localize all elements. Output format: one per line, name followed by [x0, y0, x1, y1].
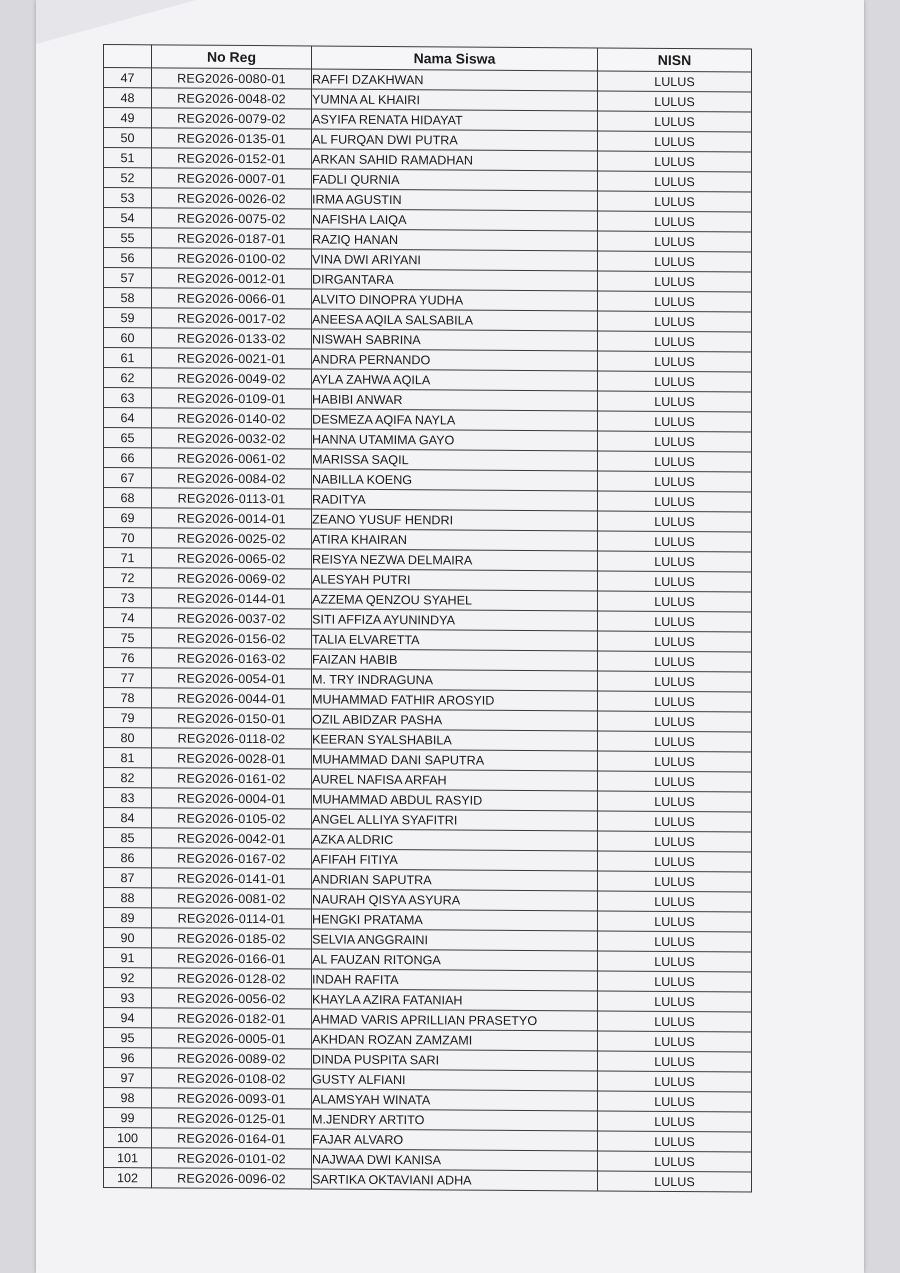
row-number: 48	[104, 88, 152, 108]
row-number: 85	[104, 828, 152, 848]
row-registration-number: REG2026-0125-01	[152, 1108, 312, 1129]
row-student-name: MARISSA SAQIL	[312, 449, 598, 471]
row-student-name: DINDA PUSPITA SARI	[312, 1049, 598, 1071]
row-status: LULUS	[598, 1151, 752, 1172]
row-registration-number: REG2026-0133-02	[152, 328, 312, 349]
row-status: LULUS	[598, 1011, 752, 1032]
row-student-name: ANEESA AQILA SALSABILA	[312, 309, 598, 331]
row-registration-number: REG2026-0081-02	[152, 888, 312, 909]
row-status: LULUS	[598, 1171, 752, 1192]
row-student-name: AZZEMA QENZOU SYAHEL	[312, 589, 598, 611]
row-number: 97	[104, 1068, 152, 1088]
row-number: 60	[104, 328, 152, 348]
row-student-name: GUSTY ALFIANI	[312, 1069, 598, 1091]
row-status: LULUS	[598, 531, 752, 552]
row-number: 99	[104, 1108, 152, 1128]
row-status: LULUS	[598, 231, 752, 252]
row-number: 77	[104, 668, 152, 688]
row-number: 52	[104, 168, 152, 188]
row-student-name: AKHDAN ROZAN ZAMZAMI	[312, 1029, 598, 1051]
row-status: LULUS	[598, 391, 752, 412]
row-student-name: IRMA AGUSTIN	[312, 189, 598, 211]
row-registration-number: REG2026-0026-02	[152, 188, 312, 209]
row-registration-number: REG2026-0105-02	[152, 808, 312, 829]
row-registration-number: REG2026-0054-01	[152, 668, 312, 689]
row-number: 54	[104, 208, 152, 228]
row-status: LULUS	[598, 71, 752, 92]
row-registration-number: REG2026-0135-01	[152, 128, 312, 149]
row-number: 83	[104, 788, 152, 808]
row-student-name: HANNA UTAMIMA GAYO	[312, 429, 598, 451]
row-number: 79	[104, 708, 152, 728]
row-number: 58	[104, 288, 152, 308]
row-status: LULUS	[598, 311, 752, 332]
row-status: LULUS	[598, 351, 752, 372]
row-registration-number: REG2026-0144-01	[152, 588, 312, 609]
row-number: 49	[104, 108, 152, 128]
row-status: LULUS	[598, 811, 752, 832]
row-registration-number: REG2026-0140-02	[152, 408, 312, 429]
row-student-name: KEERAN SYALSHABILA	[312, 729, 598, 751]
row-student-name: NAURAH QISYA ASYURA	[312, 889, 598, 911]
row-registration-number: REG2026-0061-02	[152, 448, 312, 469]
row-status: LULUS	[598, 91, 752, 112]
row-number: 62	[104, 368, 152, 388]
row-student-name: OZIL ABIDZAR PASHA	[312, 709, 598, 731]
row-status: LULUS	[598, 111, 752, 132]
row-status: LULUS	[598, 1091, 752, 1112]
row-status: LULUS	[598, 191, 752, 212]
row-registration-number: REG2026-0084-02	[152, 468, 312, 489]
row-status: LULUS	[598, 711, 752, 732]
row-status: LULUS	[598, 171, 752, 192]
row-status: LULUS	[598, 511, 752, 532]
row-number: 86	[104, 848, 152, 868]
row-status: LULUS	[598, 1131, 752, 1152]
row-number: 100	[104, 1128, 152, 1148]
row-status: LULUS	[598, 491, 752, 512]
row-number: 93	[104, 988, 152, 1008]
row-status: LULUS	[598, 951, 752, 972]
row-status: LULUS	[598, 271, 752, 292]
row-student-name: FAJAR ALVARO	[312, 1129, 598, 1151]
row-status: LULUS	[598, 991, 752, 1012]
row-student-name: DIRGANTARA	[312, 269, 598, 291]
row-student-name: NISWAH SABRINA	[312, 329, 598, 351]
row-status: LULUS	[598, 571, 752, 592]
row-student-name: NAJWAA DWI KANISA	[312, 1149, 598, 1171]
row-status: LULUS	[598, 1051, 752, 1072]
row-registration-number: REG2026-0049-02	[152, 368, 312, 389]
row-student-name: FAIZAN HABIB	[312, 649, 598, 671]
row-registration-number: REG2026-0075-02	[152, 208, 312, 229]
row-number: 61	[104, 348, 152, 368]
row-number: 57	[104, 268, 152, 288]
row-student-name: RAZIQ HANAN	[312, 229, 598, 251]
row-number: 69	[104, 508, 152, 528]
row-registration-number: REG2026-0044-01	[152, 688, 312, 709]
row-status: LULUS	[598, 151, 752, 172]
row-number: 59	[104, 308, 152, 328]
row-student-name: ALESYAH PUTRI	[312, 569, 598, 591]
row-student-name: ZEANO YUSUF HENDRI	[312, 509, 598, 531]
row-number: 80	[104, 728, 152, 748]
row-registration-number: REG2026-0164-01	[152, 1128, 312, 1149]
row-student-name: AHMAD VARIS APRILLIAN PRASETYO	[312, 1009, 598, 1031]
row-student-name: MUHAMMAD ABDUL RASYID	[312, 789, 598, 811]
row-registration-number: REG2026-0021-01	[152, 348, 312, 369]
row-registration-number: REG2026-0066-01	[152, 288, 312, 309]
row-student-name: ATIRA KHAIRAN	[312, 529, 598, 551]
row-student-name: MUHAMMAD FATHIR AROSYID	[312, 689, 598, 711]
row-status: LULUS	[598, 371, 752, 392]
row-registration-number: REG2026-0187-01	[152, 228, 312, 249]
row-number: 67	[104, 468, 152, 488]
row-status: LULUS	[598, 731, 752, 752]
row-status: LULUS	[598, 591, 752, 612]
row-number: 82	[104, 768, 152, 788]
row-registration-number: REG2026-0007-01	[152, 168, 312, 189]
row-registration-number: REG2026-0065-02	[152, 548, 312, 569]
row-registration-number: REG2026-0037-02	[152, 608, 312, 629]
row-status: LULUS	[598, 331, 752, 352]
header-nisn: NISN	[598, 48, 752, 72]
row-registration-number: REG2026-0109-01	[152, 388, 312, 409]
row-status: LULUS	[598, 551, 752, 572]
row-registration-number: REG2026-0017-02	[152, 308, 312, 329]
row-status: LULUS	[598, 871, 752, 892]
row-status: LULUS	[598, 131, 752, 152]
row-number: 73	[104, 588, 152, 608]
row-registration-number: REG2026-0150-01	[152, 708, 312, 729]
row-number: 51	[104, 148, 152, 168]
row-registration-number: REG2026-0089-02	[152, 1048, 312, 1069]
row-number: 101	[104, 1148, 152, 1168]
row-registration-number: REG2026-0004-01	[152, 788, 312, 809]
row-student-name: ARKAN SAHID RAMADHAN	[312, 149, 598, 171]
row-status: LULUS	[598, 751, 752, 772]
row-student-name: SARTIKA OKTAVIANI ADHA	[312, 1169, 598, 1191]
row-number: 98	[104, 1088, 152, 1108]
row-registration-number: REG2026-0005-01	[152, 1028, 312, 1049]
row-student-name: KHAYLA AZIRA FATANIAH	[312, 989, 598, 1011]
row-registration-number: REG2026-0093-01	[152, 1088, 312, 1109]
row-status: LULUS	[598, 651, 752, 672]
row-status: LULUS	[598, 411, 752, 432]
row-student-name: SELVIA ANGGRAINI	[312, 929, 598, 951]
row-registration-number: REG2026-0101-02	[152, 1148, 312, 1169]
header-nama-siswa: Nama Siswa	[312, 46, 598, 71]
row-number: 55	[104, 228, 152, 248]
row-registration-number: REG2026-0156-02	[152, 628, 312, 649]
row-registration-number: REG2026-0161-02	[152, 768, 312, 789]
row-status: LULUS	[598, 1071, 752, 1092]
row-status: LULUS	[598, 911, 752, 932]
graduation-table	[103, 44, 752, 1193]
row-registration-number: REG2026-0163-02	[152, 648, 312, 669]
row-registration-number: REG2026-0108-02	[152, 1068, 312, 1089]
row-student-name: AL FAUZAN RITONGA	[312, 949, 598, 971]
row-student-name: MUHAMMAD DANI SAPUTRA	[312, 749, 598, 771]
row-status: LULUS	[598, 691, 752, 712]
row-number: 53	[104, 188, 152, 208]
row-student-name: RAFFI DZAKHWAN	[312, 69, 598, 91]
row-status: LULUS	[598, 891, 752, 912]
row-student-name: ANDRA PERNANDO	[312, 349, 598, 371]
row-student-name: ANDRIAN SAPUTRA	[312, 869, 598, 891]
row-status: LULUS	[598, 931, 752, 952]
row-number: 66	[104, 448, 152, 468]
row-number: 76	[104, 648, 152, 668]
row-registration-number: REG2026-0028-01	[152, 748, 312, 769]
row-status: LULUS	[598, 431, 752, 452]
row-student-name: ALAMSYAH WINATA	[312, 1089, 598, 1111]
row-status: LULUS	[598, 291, 752, 312]
row-student-name: INDAH RAFITA	[312, 969, 598, 991]
row-number: 90	[104, 928, 152, 948]
row-registration-number: REG2026-0012-01	[152, 268, 312, 289]
row-status: LULUS	[598, 851, 752, 872]
row-number: 72	[104, 568, 152, 588]
row-student-name: REISYA NEZWA DELMAIRA	[312, 549, 598, 571]
row-student-name: TALIA ELVARETTA	[312, 629, 598, 651]
row-number: 47	[104, 68, 152, 88]
row-number: 88	[104, 888, 152, 908]
row-registration-number: REG2026-0185-02	[152, 928, 312, 949]
row-registration-number: REG2026-0118-02	[152, 728, 312, 749]
row-number: 71	[104, 548, 152, 568]
row-student-name: NAFISHA LAIQA	[312, 209, 598, 231]
row-registration-number: REG2026-0114-01	[152, 908, 312, 929]
row-registration-number: REG2026-0048-02	[152, 88, 312, 109]
row-student-name: HABIBI ANWAR	[312, 389, 598, 411]
page-fold-corner	[36, 0, 196, 44]
row-student-name: NABILLA KOENG	[312, 469, 598, 491]
row-status: LULUS	[598, 211, 752, 232]
row-number: 84	[104, 808, 152, 828]
row-status: LULUS	[598, 611, 752, 632]
row-student-name: SITI AFFIZA AYUNINDYA	[312, 609, 598, 631]
row-registration-number: REG2026-0100-02	[152, 248, 312, 269]
row-student-name: AYLA ZAHWA AQILA	[312, 369, 598, 391]
row-registration-number: REG2026-0014-01	[152, 508, 312, 529]
row-status: LULUS	[598, 791, 752, 812]
row-student-name: ANGEL ALLIYA SYAFITRI	[312, 809, 598, 831]
row-number: 95	[104, 1028, 152, 1048]
row-registration-number: REG2026-0042-01	[152, 828, 312, 849]
row-status: LULUS	[598, 771, 752, 792]
row-student-name: ALVITO DINOPRA YUDHA	[312, 289, 598, 311]
row-student-name: M. TRY INDRAGUNA	[312, 669, 598, 691]
row-registration-number: REG2026-0141-01	[152, 868, 312, 889]
row-status: LULUS	[598, 631, 752, 652]
row-number: 92	[104, 968, 152, 988]
row-number: 56	[104, 248, 152, 268]
row-student-name: HENGKI PRATAMA	[312, 909, 598, 931]
row-status: LULUS	[598, 251, 752, 272]
row-student-name: RADITYA	[312, 489, 598, 511]
row-status: LULUS	[598, 1111, 752, 1132]
row-number: 63	[104, 388, 152, 408]
row-registration-number: REG2026-0167-02	[152, 848, 312, 869]
table-row	[104, 1168, 752, 1193]
row-number: 89	[104, 908, 152, 928]
row-number: 78	[104, 688, 152, 708]
row-registration-number: REG2026-0032-02	[152, 428, 312, 449]
row-student-name: DESMEZA AQIFA NAYLA	[312, 409, 598, 431]
row-number: 74	[104, 608, 152, 628]
row-student-name: FADLI QURNIA	[312, 169, 598, 191]
row-status: LULUS	[598, 971, 752, 992]
row-registration-number: REG2026-0056-02	[152, 988, 312, 1009]
row-status: LULUS	[598, 451, 752, 472]
row-number: 87	[104, 868, 152, 888]
row-number: 94	[104, 1008, 152, 1028]
row-number: 64	[104, 408, 152, 428]
row-number: 75	[104, 628, 152, 648]
row-registration-number: REG2026-0096-02	[152, 1168, 312, 1189]
row-registration-number: REG2026-0080-01	[152, 68, 312, 89]
row-registration-number: REG2026-0152-01	[152, 148, 312, 169]
row-student-name: ASYIFA RENATA HIDAYAT	[312, 109, 598, 131]
row-number: 65	[104, 428, 152, 448]
row-registration-number: REG2026-0069-02	[152, 568, 312, 589]
row-status: LULUS	[598, 671, 752, 692]
row-number: 81	[104, 748, 152, 768]
row-number: 50	[104, 128, 152, 148]
row-number: 102	[104, 1168, 152, 1188]
row-registration-number: REG2026-0025-02	[152, 528, 312, 549]
row-registration-number: REG2026-0079-02	[152, 108, 312, 129]
row-registration-number: REG2026-0113-01	[152, 488, 312, 509]
row-status: LULUS	[598, 471, 752, 492]
row-registration-number: REG2026-0166-01	[152, 948, 312, 969]
row-registration-number: REG2026-0182-01	[152, 1008, 312, 1029]
row-student-name: AUREL NAFISA ARFAH	[312, 769, 598, 791]
row-student-name: VINA DWI ARIYANI	[312, 249, 598, 271]
row-status: LULUS	[598, 1031, 752, 1052]
row-student-name: YUMNA AL KHAIRI	[312, 89, 598, 111]
row-status: LULUS	[598, 831, 752, 852]
row-student-name: AL FURQAN DWI PUTRA	[312, 129, 598, 151]
row-number: 68	[104, 488, 152, 508]
header-no	[104, 45, 152, 68]
row-registration-number: REG2026-0128-02	[152, 968, 312, 989]
row-student-name: AFIFAH FITIYA	[312, 849, 598, 871]
row-student-name: M.JENDRY ARTITO	[312, 1109, 598, 1131]
row-student-name: AZKA ALDRIC	[312, 829, 598, 851]
header-no-reg: No Reg	[152, 45, 312, 69]
row-number: 70	[104, 528, 152, 548]
row-number: 91	[104, 948, 152, 968]
row-number: 96	[104, 1048, 152, 1068]
